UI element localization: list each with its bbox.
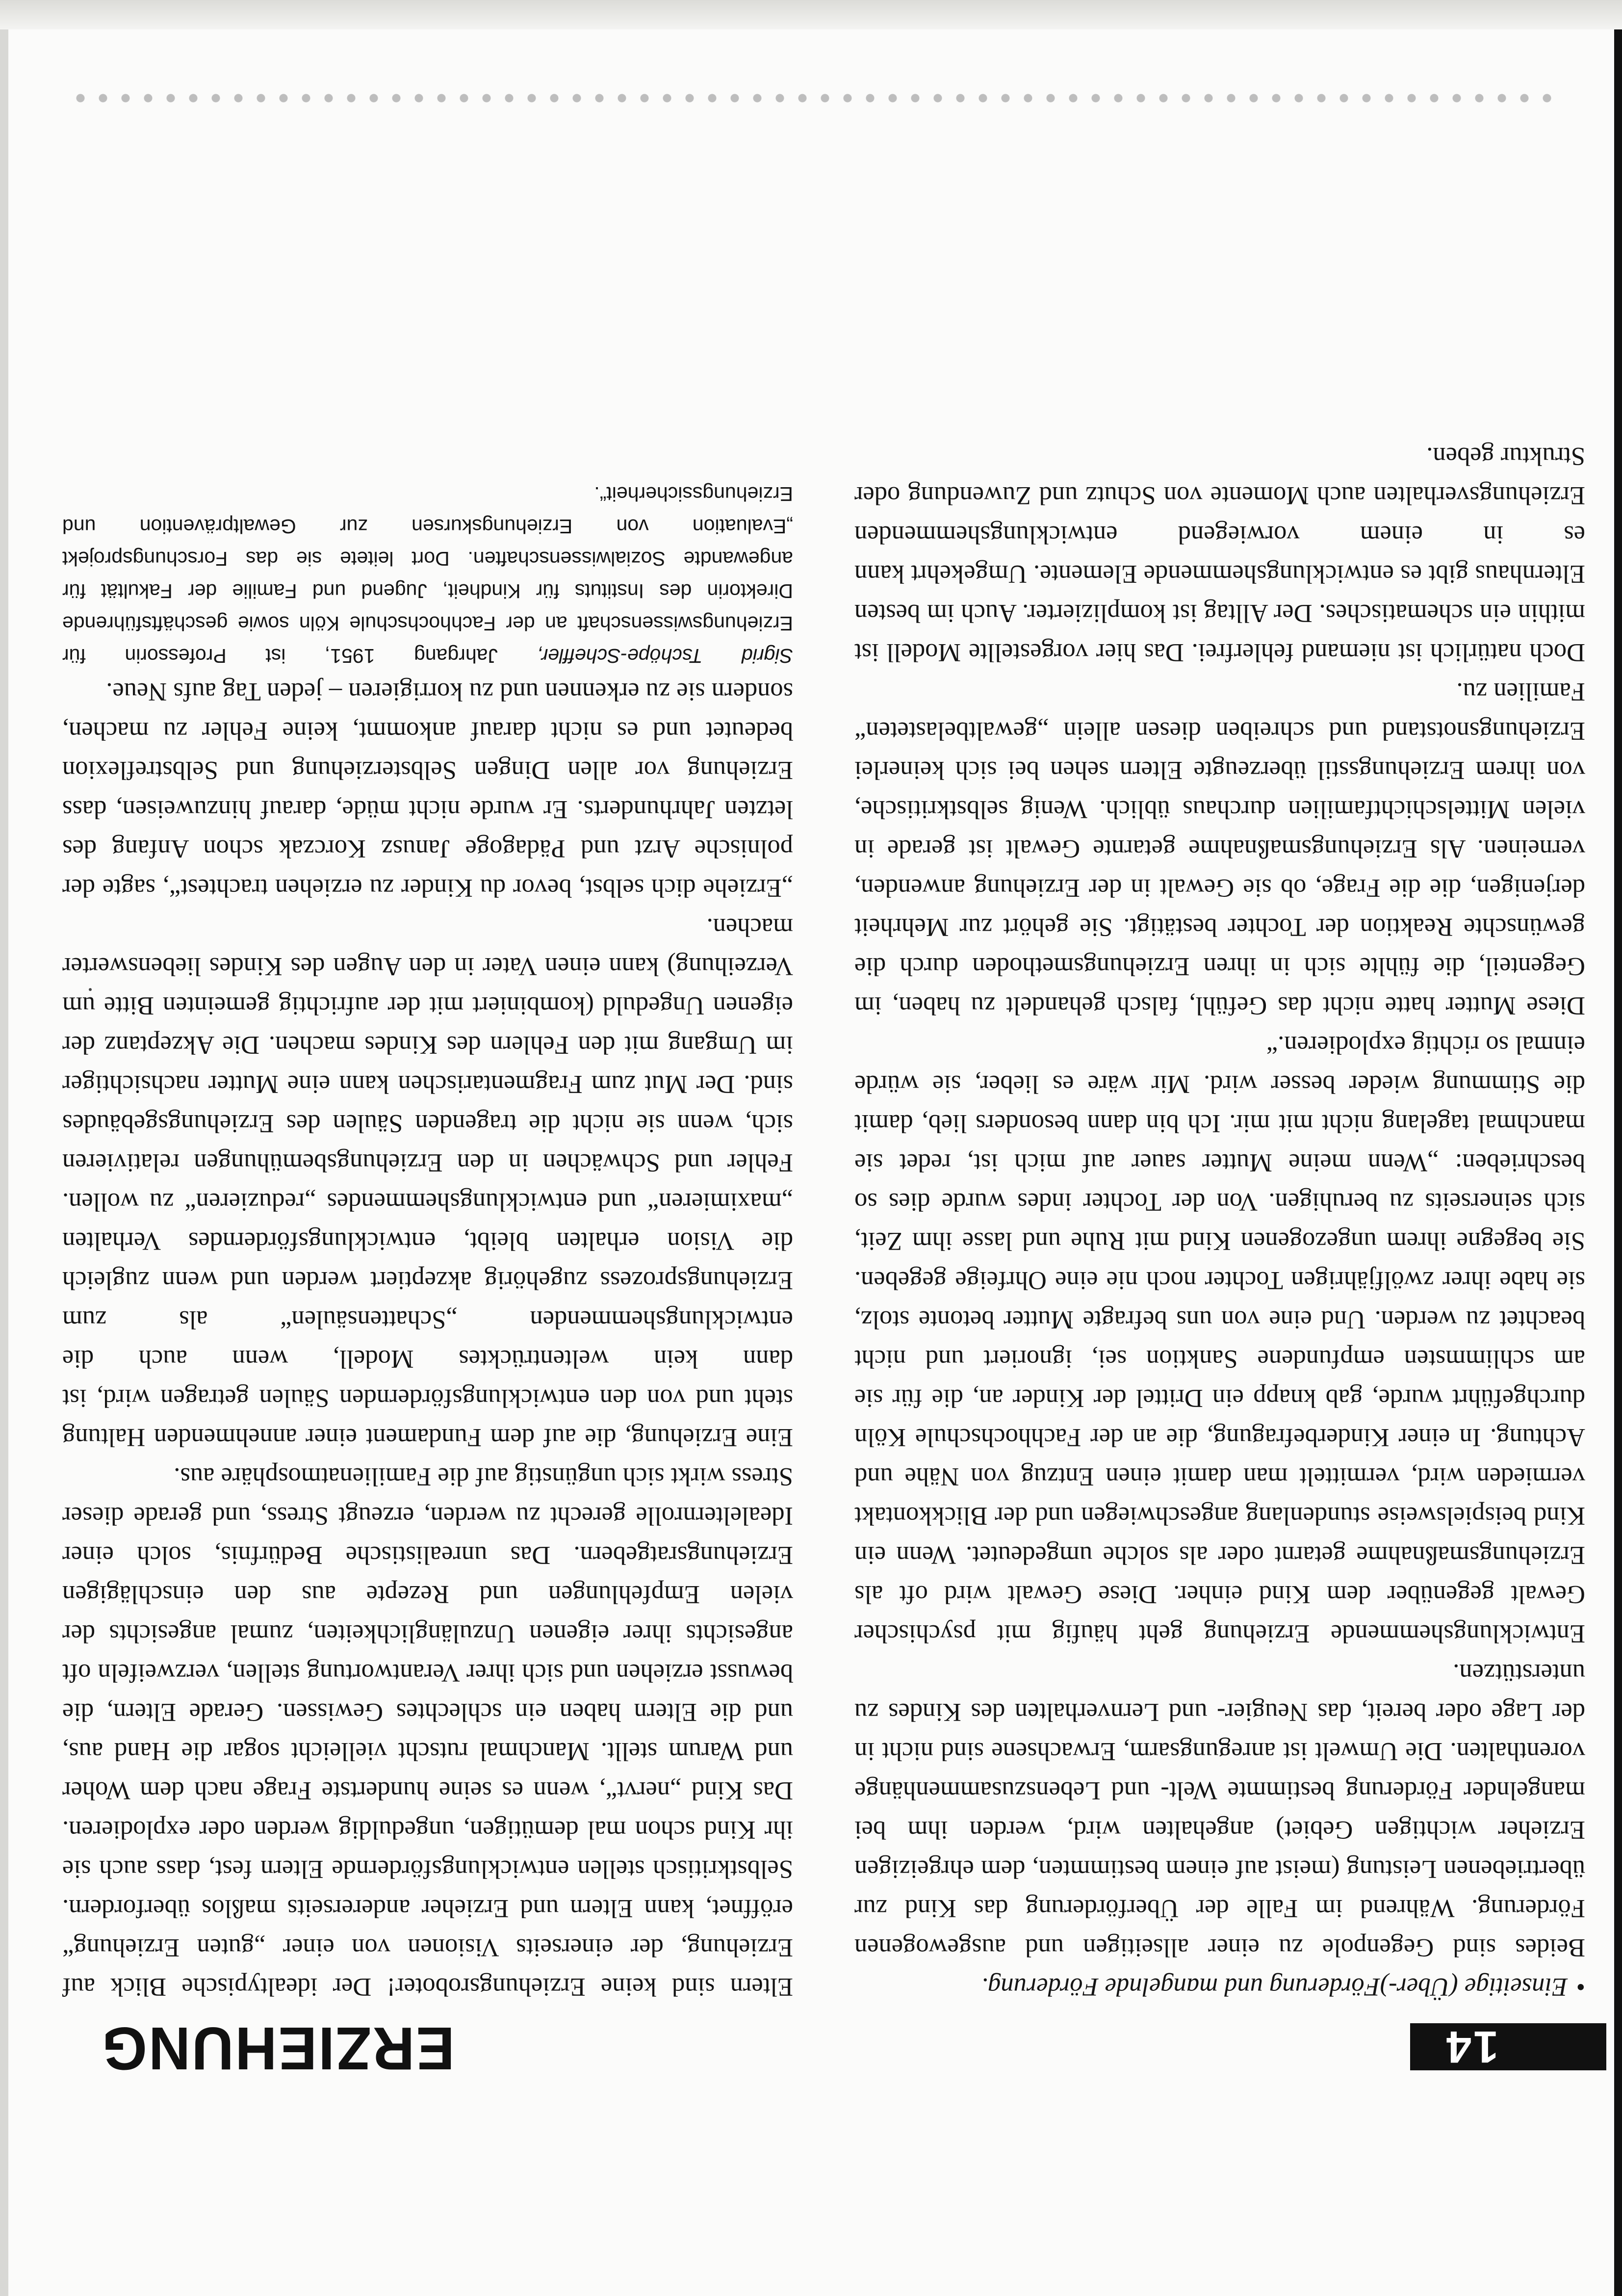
paragraph: Entwicklungshemmende Erziehung geht häufig mit psychischer Gewalt gegenüber dem Kind einher. Diese Gewalt wird oft als Erziehungsmaßnahme getarnt oder als solche umgedeutet. Wenn ein Kind beispielsweise stundenlang angeschwiegen und der Blickkontakt vermieden wird, vermittelt man damit einen Entzug von Nähe und Achtung. In einer Kinderbefragung, die an der Fachhochschule Köln durchgeführt wurde, gab knapp ein Drittel der Kinder an, die für sie am schlimmsten empfundene Sanktion sei, ignoriert und nicht beachtet zu werden. Und eine von uns befragte Mutter betonte stolz, sie habe ihrer zwölfjährigen Tochter noch nie eine Ohrfeige gegeben. Sie begegne ihrem ungezogenen Kind mit Ruhe und lasse ihm Zeit, sich seinerseits zu beruhigen. Von der Tochter indes wurde dies so beschrieben: „Wenn meine Mutter sauer auf mich ist, redet sie manchmal tagelang nicht mit mir. Ich bin dann besonders lieb, damit die Stimmung wieder besser wird. Mir wäre es lieber, sie würde einmal so richtig explodieren.“ — [854, 1031, 1585, 1648]
scan-speck — [89, 988, 92, 991]
paragraph: Diese Mutter hatte nicht das Gefühl, falsch gehandelt zu haben, im Gegenteil, die fühlte sich in ihren Erziehungsmethoden durch die gewünschte Reaktion der Tochter bestätigt. Sie gehört zur Mehrheit derjenigen, die die Frage, ob sie Gewalt in der Erziehung anwenden, verneinen. Als Erziehungsmaßnahme getarnte Gewalt ist gerade in vielen Mittelschichtfamilien durchaus üblich. Wenig selbstkritische, von ihrem Erziehungsstil überzeugte Eltern sehen bei sich keinerlei Erziehungsnotstand und schreiben diesen allein „gewaltbelasteten“ Familien zu. — [854, 678, 1585, 1020]
paragraph: Eltern sind keine Erziehungsroboter! Der idealtypische Blick auf Erziehung, der einerseits Visionen von einer „guten Erziehung“ eröffnet, kann Eltern und Erzieher andererseits maßlos überfordern. Selbstkritisch stellen entwicklungsfördernde Eltern fest, dass auch sie ihr Kind schon mal demütigen, ungeduldig werden oder explodieren. Das Kind „nervt“, wenn es seine hundertste Frage nach dem Woher und Warum stellt. Manchmal rutscht vielleicht sogar die Hand aus, und die Eltern haben ein schlechtes Gewissen. Gerade Eltern, die bewusst erziehen und sich ihrer Verantwortung stellen, verzweifeln oft angesichts ihrer eigenen Unzulänglichkeiten, zumal angesichts der vielen Empfehlungen und Rezepte aus den einschlägigen Erziehungsratgebern. Das unrealistische Bedürfnis, solch einer Idealelternrolle gerecht zu werden, erzeugt Stress, und gerade dieser Stress wirkt sich ungünstig auf die Familienatmosphäre aus. — [62, 1462, 793, 2001]
section-title: ERZIEHUNG — [101, 2014, 455, 2083]
bullet-heading: •Einseitige (Über-)Förderung und mangelnde Förderung. — [854, 1967, 1585, 2007]
scan-edge-shadow — [1614, 0, 1622, 2296]
author-bio-text: Jahrgang 1951, ist Professorin für Erziehungswissenschaft an der Fachhochschule Köln sowie geschäftsführende Direktorin des Instituts für Kindheit, Jugend und Familie der Fakultät für angewandte Sozialwissenschaften. Dort leitete sie das Forschungsprojekt „Evaluation von Erziehungskursen zur Gewaltprävention und Erziehungssicherheit“. — [62, 483, 793, 667]
paragraph: „Erziehe dich selbst, bevor du Kinder zu erziehen trachtest“, sagte der polnische Arzt und Pädagoge Janusz Korczak schon Anfang des letzten Jahrhunderts. Er wurde nicht müde, darauf hinzuweisen, dass Erziehung vor allen Dingen Selbsterziehung und Selbstreflexion bedeutet und es nicht darauf ankommt, keine Fehler zu machen, sondern sie zu erkennen und zu korrigieren – jeden Tag aufs Neue. — [62, 678, 793, 902]
paragraph: Eine Erziehung, die auf dem Fundament einer annehmenden Haltung steht und von den entwicklungsfördernden Säulen getragen wird, ist dann kein weltentrücktes Modell, wenn auch die entwicklungshemmenden „Schattensäulen“ als zum Erziehungsprozess zugehörig akzeptiert werden und wenn zugleich die Vision erhalten bleibt, entwicklungsförderndes Verhalten „maximieren“ und entwicklungshemmendes „reduzieren“ zu wollen. Fehler und Schwächen in den Erziehungsbemühungen relativieren sich, wenn sie nicht die tragenden Säulen des Erziehungsgebäudes sind. Der Mut zum Fragmentarischen kann eine Mutter nachsichtiger im Umgang mit den Fehlern des Kindes machen. Die Akzeptanz der eigenen Ungeduld (kombiniert mit der aufrichtig gemeinten Bitte um Verzeihung) kann einen Vater in den Augen des Kindes liebenswerter machen. — [62, 913, 793, 1452]
right-column — [62, 478, 793, 2007]
author-name: Sigrid Tschöpe-Scheffler, — [537, 645, 793, 667]
paragraph: Beides sind Gegenpole zu einer allseitigen und ausgewogenen Förderung. Während im Falle der Überförderung das Kind zur übertriebenen Leistung (meist auf einem bestimmten, dem ehrgeizigen Erzieher wichtigen Gebiet) angehalten wird, werden ihm bei mangelnder Förderung bestimmte Welt- und Lebenszusammenhänge vorenthalten. Die Umwelt ist anregungsarm, Erwachsene sind nicht in der Lage oder bereit, das Neugier- und Lernverhalten des Kindes zu unterstützen. — [854, 1659, 1585, 1962]
scan-edge-margin — [0, 0, 8, 2296]
scan-edge-bottom — [0, 0, 1622, 29]
page-number: 14 — [1410, 2023, 1606, 2070]
dotted-rule — [62, 93, 1558, 103]
bullet-icon: • — [1576, 1973, 1585, 2001]
left-column — [854, 437, 1585, 2007]
author-bio — [62, 478, 793, 672]
paragraph: Doch natürlich ist niemand fehlerfrei. Das hier vorgestellte Modell ist mithin ein schematisches. Der Alltag ist komplizierter. Auch im besten Elternhaus gibt es entwicklungshemmende Elemente. Umgekehrt kann es in einem vorwiegend entwicklungshemmenden Erziehungsverhalten auch Momente von Schutz und Zuwendung oder Struktur geben. — [854, 442, 1585, 667]
